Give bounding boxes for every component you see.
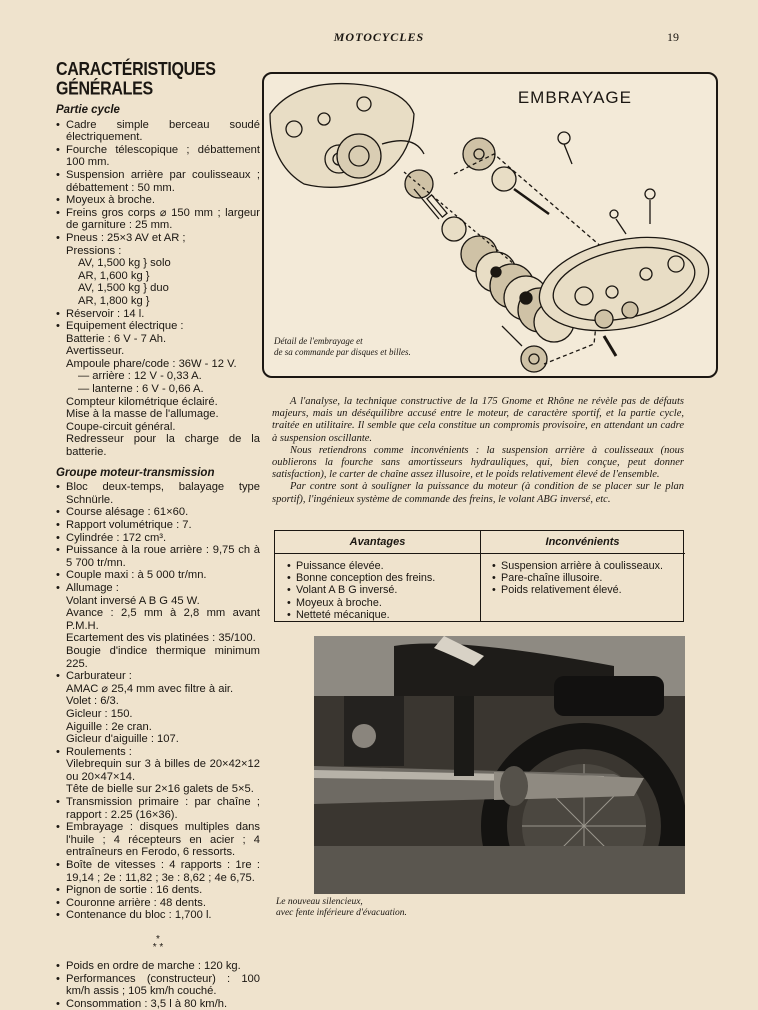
pression-row: AR, 1,600 kg } bbox=[78, 269, 150, 282]
inconvenients-heading: Inconvénients bbox=[480, 531, 685, 554]
list-item: • Moyeux à broche. bbox=[287, 597, 480, 609]
photo-caption bbox=[276, 897, 407, 919]
roulements-row: Vilebrequin sur 3 à billes de 20×42×12 ou 20×47×14. bbox=[66, 758, 260, 783]
roulements-label: • Roulements : bbox=[66, 745, 132, 758]
caption-line: avec fente inférieure d'évacuation. bbox=[276, 908, 407, 918]
list-item-equipement bbox=[56, 320, 260, 459]
clutch-exploded-drawing bbox=[264, 74, 716, 376]
final-specs-list bbox=[56, 960, 260, 1010]
list-item-allumage bbox=[56, 582, 260, 670]
list-item: • Boîte de vitesses : 4 rapports : 1re : 19,14 ; 2e : 11,82 ; 3e : 8,62 ; 4e 6,75. bbox=[56, 859, 260, 884]
title-line-1: CARACTÉRISTIQUES bbox=[56, 60, 216, 80]
carburateur-row: AMAC ⌀ 25,4 mm avec filtre à air. bbox=[66, 682, 234, 695]
equipement-row: Ampoule phare/code : 36W - 12 V. bbox=[66, 357, 237, 370]
groupe-heading: Groupe moteur-transmission bbox=[56, 466, 215, 479]
list-item: • Embrayage : disques multiples dans l'huile ; 4 récepteurs en acier ; 4 entraîneurs en Ferodo, 6 ressorts. bbox=[56, 821, 260, 859]
pressions-label: Pressions : bbox=[66, 244, 122, 257]
illustration-title: EMBRAYAGE bbox=[517, 88, 632, 107]
equipement-row: — arrière : 12 V - 0,33 A. bbox=[78, 370, 202, 383]
list-item-pneus bbox=[56, 232, 260, 308]
list-item: • Course alésage : 61×60. bbox=[56, 506, 260, 519]
partie-cycle-list bbox=[56, 119, 260, 459]
list-item: • Netteté mécanique. bbox=[287, 609, 480, 621]
list-item: • Pare-chaîne illusoire. bbox=[492, 572, 685, 584]
list-item: • Freins gros corps ⌀ 150 mm ; largeur de garniture : 25 mm. bbox=[56, 207, 260, 232]
article-body bbox=[272, 396, 684, 506]
pression-row: AV, 1,500 kg } solo bbox=[78, 257, 171, 270]
groupe-list bbox=[56, 481, 260, 922]
pros-cons-table bbox=[274, 530, 684, 622]
caption-line: Détail de l'embrayage et bbox=[274, 336, 363, 346]
equipement-label: • Equipement électrique : bbox=[66, 320, 184, 333]
list-item: • Bloc deux-temps, balayage type Schnürle. bbox=[56, 481, 260, 506]
exhaust-photo bbox=[314, 636, 685, 894]
list-item: • Suspension arrière par coulisseaux ; débattement : 50 mm. bbox=[56, 169, 260, 194]
advantages-column bbox=[275, 531, 481, 621]
pneus-line: • Pneus : 25×3 AV et AR ; bbox=[66, 231, 186, 244]
separator-stars: * * * bbox=[152, 934, 164, 953]
list-item: • Cylindrée : 172 cm³. bbox=[56, 532, 260, 545]
equipement-row: Coupe-circuit général. bbox=[66, 420, 176, 433]
advantages-list bbox=[275, 560, 480, 621]
carburateur-row: Volet : 6/3. bbox=[66, 695, 119, 708]
list-item: • Moyeux à broche. bbox=[56, 194, 260, 207]
partie-cycle-heading: Partie cycle bbox=[56, 104, 120, 116]
caption-line: Le nouveau silencieux, bbox=[276, 897, 363, 907]
equipement-row: — lanterne : 6 V - 0,66 A. bbox=[78, 383, 204, 396]
list-item: • Puissance élevée. bbox=[287, 560, 480, 572]
list-item: • Poids en ordre de marche : 120 kg. bbox=[56, 960, 260, 973]
allumage-row: Bougie d'indice thermique minimum 225. bbox=[66, 644, 260, 670]
list-item-carburateur bbox=[56, 670, 260, 746]
carburateur-row: Gicleur : 150. bbox=[66, 707, 133, 720]
specifications-column bbox=[56, 60, 260, 1010]
carburateur-row: Gicleur d'aiguille : 107. bbox=[66, 733, 179, 746]
list-item: • Contenance du bloc : 1,700 l. bbox=[56, 909, 260, 922]
illustration-caption bbox=[274, 336, 411, 358]
list-item: • Réservoir : 14 l. bbox=[56, 308, 260, 321]
list-item: • Puissance à la roue arrière : 9,75 ch à 5 700 tr/mn. bbox=[56, 544, 260, 569]
list-item: • Suspension arrière à coulisseaux. bbox=[492, 560, 685, 572]
list-item: • Volant A B G inversé. bbox=[287, 584, 480, 596]
list-item: • Couronne arrière : 48 dents. bbox=[56, 897, 260, 910]
running-title: MOTOCYCLES bbox=[333, 30, 425, 44]
list-item: • Consommation : 3,5 l à 80 km/h. bbox=[56, 998, 260, 1010]
carburateur-row: Aiguille : 2e cran. bbox=[66, 720, 152, 733]
caption-line: de sa commande par disques et billes. bbox=[274, 347, 411, 357]
list-item: • Pignon de sortie : 16 dents. bbox=[56, 884, 260, 897]
carburateur-label: • Carburateur : bbox=[66, 670, 132, 683]
clutch-illustration bbox=[262, 72, 718, 378]
list-item: • Couple maxi : à 5 000 tr/mn. bbox=[56, 569, 260, 582]
allumage-row: Volant inversé A B G 45 W. bbox=[66, 594, 200, 607]
section-title bbox=[56, 60, 260, 99]
equipement-row: Redresseur pour la charge de la batterie. bbox=[66, 433, 260, 459]
motorcycle-exhaust-image bbox=[314, 636, 685, 894]
page-header bbox=[0, 30, 758, 48]
equipement-row: Mise à la masse de l'allumage. bbox=[66, 408, 219, 421]
allumage-row: Avance : 2,5 mm à 2,8 mm avant P.M.H. bbox=[66, 607, 260, 632]
advantages-heading: Avantages bbox=[275, 531, 480, 554]
allumage-label: • Allumage : bbox=[66, 581, 119, 594]
title-line-2: GÉNÉRALES bbox=[56, 79, 153, 100]
pression-row: AR, 1,800 kg } bbox=[78, 294, 150, 307]
list-item: • Performances (constructeur) : 100 km/h assis ; 105 km/h couché. bbox=[56, 973, 260, 998]
equipement-row: Avertisseur. bbox=[66, 345, 125, 358]
page-number: 19 bbox=[667, 30, 679, 44]
roulements-row: Tête de bielle sur 2×16 galets de 5×5. bbox=[66, 783, 254, 796]
list-item: • Poids relativement élevé. bbox=[492, 584, 685, 596]
list-item-roulements bbox=[56, 746, 260, 796]
paragraph: Nous retiendrons comme inconvénients : la suspension arrière à coulisseaux (nous oublierons la fourche sans amortisseurs hydrauliques, qui, bien conçue, peut donner satisfaction), le carter de chaîne assez illusoire, et le poids relativement élevé de l'ensemble. bbox=[272, 444, 684, 481]
allumage-row: Ecartement des vis platinées : 35/100. bbox=[66, 632, 256, 645]
paragraph: A l'analyse, la technique constructive de la 175 Gnome et Rhône ne révèle pas de défauts majeurs, mais un déséquilibre accusé entre le moteur, de caractère sportif, et la partie cycle, traitée en utilitaire. Il semble que cela constitue un compromis provisoire, en attendant un cadre à suspension oscillante. bbox=[272, 396, 684, 444]
equipement-row: Batterie : 6 V - 7 Ah. bbox=[66, 332, 167, 345]
inconvenients-column bbox=[480, 531, 685, 621]
list-item: • Transmission primaire : par chaîne ; rapport : 2.25 (16×36). bbox=[56, 796, 260, 821]
pression-row: AV, 1,500 kg } duo bbox=[78, 282, 169, 295]
list-item: • Bonne conception des freins. bbox=[287, 572, 480, 584]
inconvenients-list bbox=[480, 560, 685, 597]
list-item: • Rapport volumétrique : 7. bbox=[56, 519, 260, 532]
paragraph: Par contre sont à souligner la puissance du moteur (à condition de se placer sur le plan sportif), l'ingénieux système de commande des freins, le volant ABG inversé, etc. bbox=[272, 481, 684, 505]
equipement-row: Compteur kilométrique éclairé. bbox=[66, 395, 218, 408]
list-item: • Cadre simple berceau soudé électriquement. bbox=[56, 119, 260, 144]
list-item: • Fourche télescopique ; débattement 100 mm. bbox=[56, 144, 260, 169]
